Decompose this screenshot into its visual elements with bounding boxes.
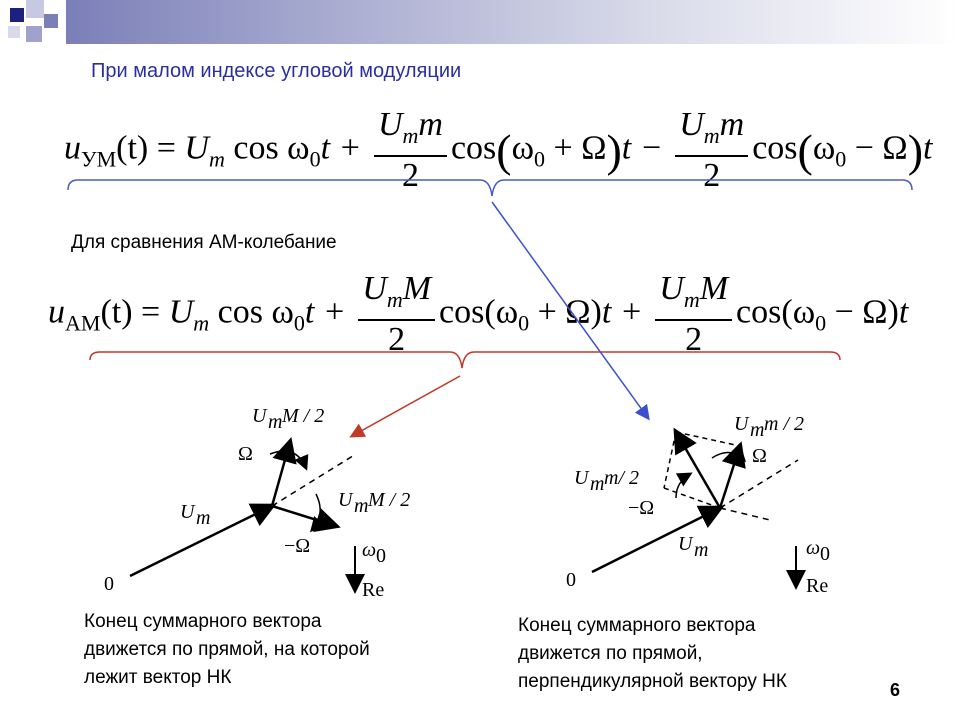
svg-text:ω: ω [362, 539, 377, 561]
svg-text:0: 0 [566, 569, 576, 591]
svg-text:m/ 2: m/ 2 [604, 467, 639, 489]
svg-text:m / 2: m / 2 [764, 413, 804, 435]
svg-text:m: m [694, 539, 709, 561]
fraction-am-2: $\frac{U_mM}{2}$ [655, 270, 732, 359]
link-arrow-red [352, 376, 460, 436]
svg-text:0: 0 [376, 545, 386, 567]
svg-text:U: U [574, 467, 589, 489]
svg-text:m: m [196, 507, 211, 529]
svg-text:−Ω: −Ω [628, 497, 655, 519]
phasor-diagram-um [566, 413, 830, 597]
svg-text:m: m [354, 495, 369, 517]
svg-text:U: U [734, 413, 749, 435]
link-arrow-blue [492, 202, 648, 418]
svg-text:U: U [338, 489, 353, 511]
svg-text:U: U [252, 405, 267, 427]
svg-text:m: m [590, 473, 605, 495]
svg-text:Re: Re [362, 579, 385, 601]
caption-um: Конец суммарного вектора движется по прямой, перпендикулярной вектору НК [518, 615, 787, 692]
svg-text:ω: ω [806, 537, 821, 559]
svg-text:m: m [750, 419, 765, 441]
fraction-1: $\frac{U_mm}{2}$ [374, 106, 447, 195]
svg-text:U: U [180, 501, 195, 523]
brace-um [68, 180, 912, 196]
fraction-am-1: $\frac{U_mM}{2}$ [358, 270, 435, 359]
svg-text:0: 0 [104, 573, 114, 595]
svg-text:Re: Re [806, 575, 829, 597]
svg-text:M / 2: M / 2 [368, 489, 411, 511]
phasor-diagram-am [104, 405, 410, 601]
page-number: 6 [890, 680, 901, 700]
slide-heading: При малом индексе угловой модуляции [91, 60, 462, 82]
svg-text:Ω: Ω [238, 443, 253, 465]
svg-text:Ω: Ω [752, 445, 767, 467]
caption-am: Конец суммарного вектора движется по прямой, на которой лежит вектор НК [84, 611, 370, 688]
fraction-2: $\frac{U_mm}{2}$ [675, 106, 748, 195]
brace-am [90, 352, 840, 368]
svg-text:U: U [678, 533, 693, 555]
svg-text:m: m [268, 411, 283, 433]
svg-text:0: 0 [820, 543, 830, 565]
formula-um: $u_{УМ}(t) = U_m$ $\cos \omega_0t$ + $\frac{U_mm}{2}$ $\cos(\omega_0 + \Omega)t$ − $\frac{U_mm}{2}$ $\cos(\omega_0 - \Omega)t$ [64, 106, 933, 194]
svg-text:M / 2: M / 2 [282, 405, 325, 427]
formula-am: $u_{AM}(t) = U_m$ $\cos \omega_0t$ + $\frac{U_mM}{2}$ $\cos(\omega_0 + \Omega)t$ + $\frac{U_mM}{2}$ $\cos(\omega_0 - \Omega)t$ [48, 270, 909, 358]
comparison-label: Для сравнения АМ-колебание [71, 232, 337, 253]
svg-text:−Ω: −Ω [284, 535, 311, 557]
